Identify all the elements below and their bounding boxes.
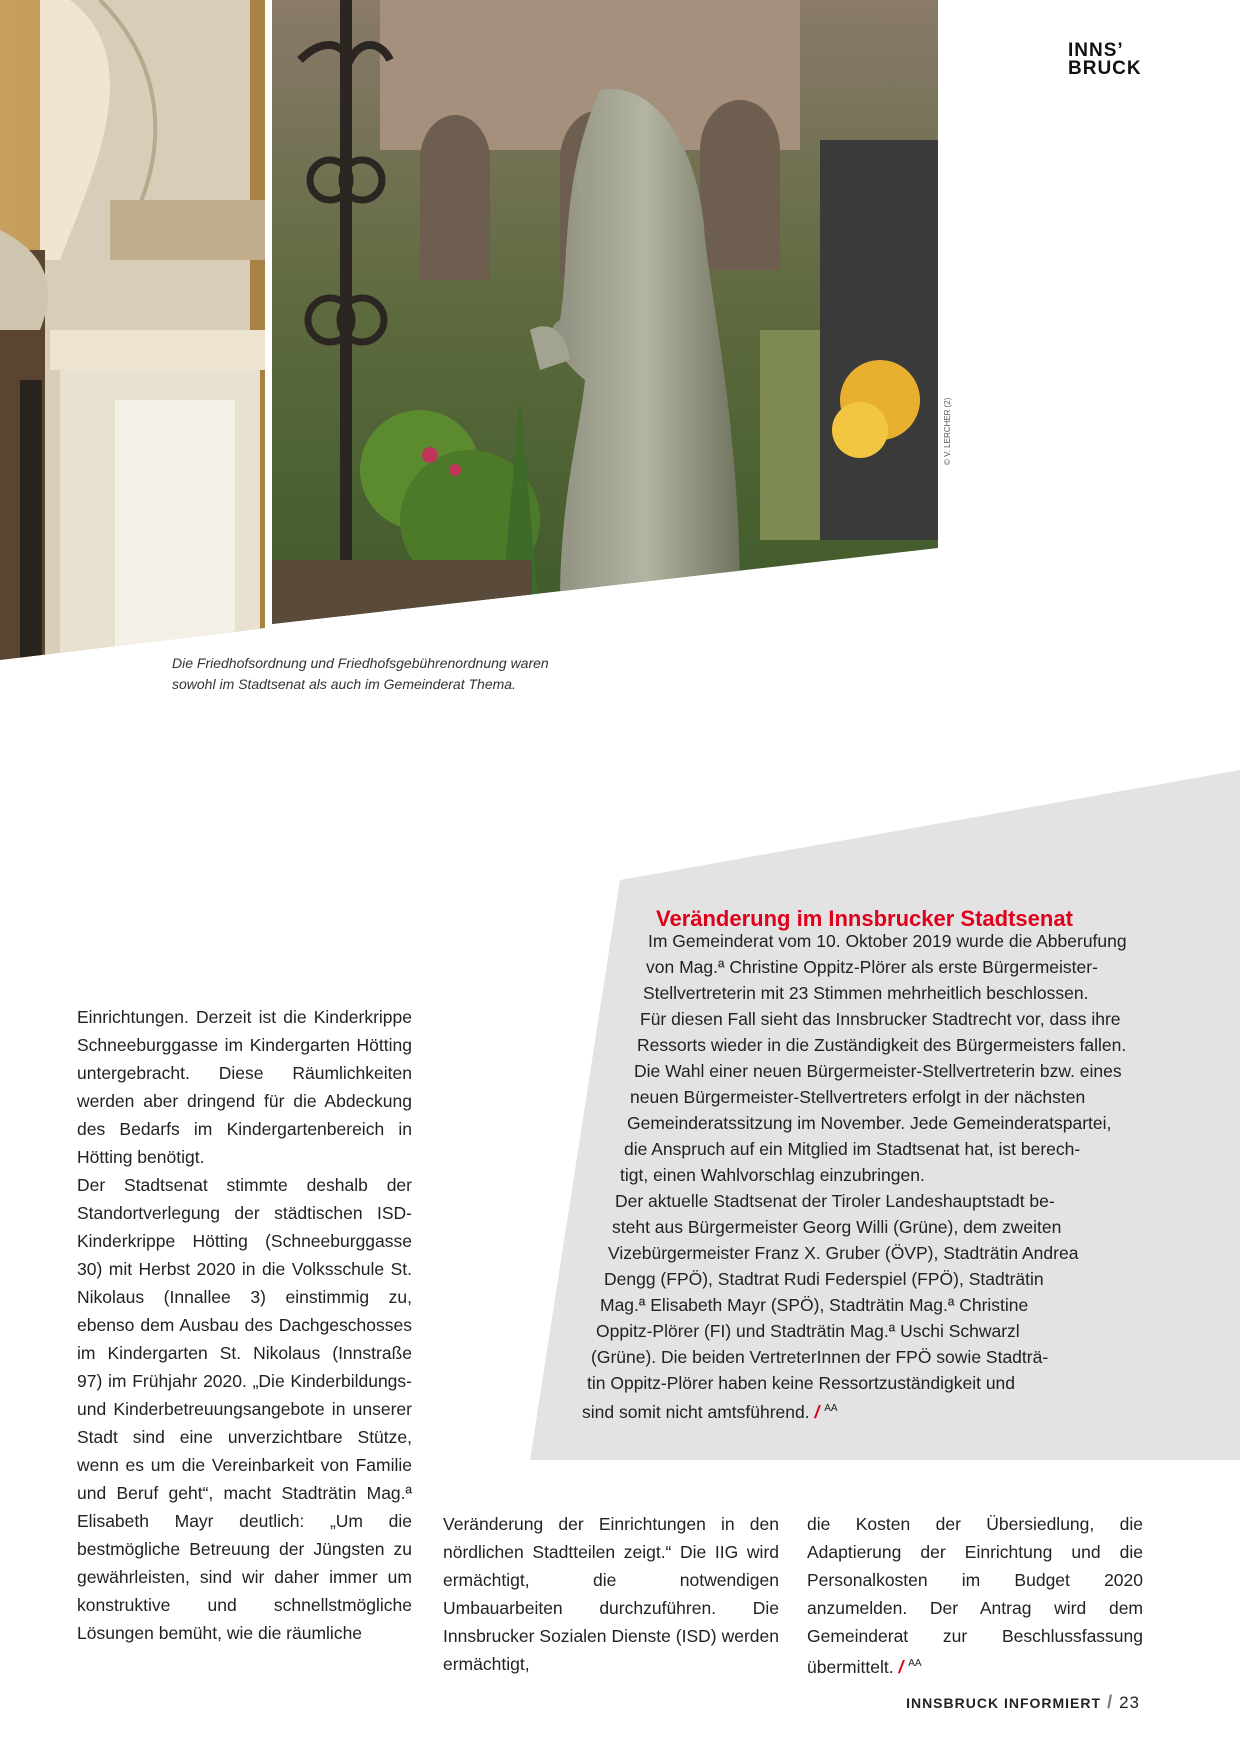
author-initials: AA <box>824 1403 838 1414</box>
info-box-line: Die Wahl einer neuen Bürgermeister-Stellvertreterin bzw. eines <box>634 1061 1122 1081</box>
logo-line-2: BRUCK <box>1068 58 1142 79</box>
info-box-line: neuen Bürgermeister-Stellvertreters erfolgt in der nächsten <box>630 1087 1086 1107</box>
body-column-3 <box>807 1510 1143 1681</box>
info-box-line: Dengg (FPÖ), Stadtrat Rudi Federspiel (FPÖ), Stadträtin <box>604 1269 1044 1289</box>
info-box-line: Oppitz-Plörer (FI) und Stadträtin Mag.ª Uschi Schwarzl <box>596 1321 1020 1341</box>
footer-separator: / <box>1107 1692 1114 1712</box>
end-mark-icon: / <box>814 1401 820 1422</box>
innsbruck-logo <box>1068 42 1142 78</box>
info-box-line: (Grüne). Die beiden VertreterInnen der FPÖ sowie Stadträ- <box>591 1347 1049 1367</box>
info-box-line: tin Oppitz-Plörer haben keine Ressortzuständigkeit und <box>587 1373 1016 1393</box>
body-paragraph <box>807 1510 1143 1681</box>
publication-name: INNSBRUCK INFORMIERT <box>906 1695 1102 1711</box>
body-column-1 <box>77 1003 412 1647</box>
body-paragraph: Veränderung der Einrichtungen in den nördlichen Stadtteilen zeigt.“ Die IIG wird ermächtigt, die notwendigen Umbauarbeiten durchzuführen. Die Innsbrucker Sozialen Dienste (ISD) werden ermächtigt, <box>443 1514 779 1674</box>
body-paragraph: Einrichtungen. Derzeit ist die Kinderkrippe Schneeburggasse im Kindergarten Hötting untergebracht. Diese Räumlichkeiten werden aber dringend für die Abdeckung des Bedarfs im Kindergartenbereich in Hötting benötigt. <box>77 1007 412 1167</box>
caption-line-1: Die Friedhofsordnung und Friedhofsgebührenordnung waren <box>172 655 549 671</box>
tomb-photo <box>0 0 265 670</box>
page-footer <box>906 1692 1140 1713</box>
page-number: 23 <box>1119 1693 1140 1712</box>
photo-caption <box>172 653 612 695</box>
info-box-title: Veränderung im Innsbrucker Stadtsenat <box>656 906 1073 931</box>
caption-line-2: sowohl im Stadtsenat als auch im Gemeinderat Thema. <box>172 676 516 692</box>
cemetery-photo-collage <box>0 0 940 670</box>
author-initials: AA <box>908 1658 922 1669</box>
body-column-2 <box>443 1510 779 1678</box>
info-box-line: Ressorts wieder in die Zuständigkeit des Bürgermeisters fallen. <box>637 1035 1127 1055</box>
info-box-line: Gemeinderatssitzung im November. Jede Gemeinderatspartei, <box>627 1113 1112 1133</box>
info-box-line <box>582 1396 838 1425</box>
info-box-line: von Mag.ª Christine Oppitz-Plörer als erste Bürgermeister- <box>646 957 1098 977</box>
info-box-line: steht aus Bürgermeister Georg Willi (Grüne), dem zweiten <box>612 1217 1062 1237</box>
end-mark-icon: / <box>898 1656 904 1677</box>
body-text: die Kosten der Übersiedlung, die Adaptierung der Einrichtung und die Personalkosten im Budget 2020 anzumelden. Der Antrag wird dem Gemeinderat zur Beschlussfassung übermittelt. <box>807 1514 1143 1677</box>
logo-line-1: INNS’ <box>1068 40 1124 61</box>
statue-photo <box>272 0 938 624</box>
info-box-line: Im Gemeinderat vom 10. Oktober 2019 wurde die Abberufung <box>648 931 1127 951</box>
info-box-line: tigt, einen Wahlvorschlag einzubringen. <box>620 1165 925 1185</box>
info-box-line: Stellvertreterin mit 23 Stimmen mehrheitlich beschlossen. <box>643 983 1089 1003</box>
info-box-line: Der aktuelle Stadtsenat der Tiroler Landeshauptstadt be- <box>615 1191 1055 1211</box>
info-box-line: Für diesen Fall sieht das Innsbrucker Stadtrecht vor, dass ihre <box>640 1009 1121 1029</box>
info-box-line: die Anspruch auf ein Mitglied im Stadtsenat hat, ist berech- <box>624 1139 1081 1159</box>
body-paragraph: Der Stadtsenat stimmte deshalb der Standortverlegung der städtischen ISD-Kinderkrippe Hötting (Schneeburggasse 30) mit Herbst 2020 in die Volksschule St. Nikolaus (Innallee 3) einstimmig zu, ebenso dem Ausbau des Dachgeschosses im Kindergarten St. Nikolaus (Innstraße 97) im Frühjahr 2020. „Die Kinderbildungs- und Kinderbetreuungsangebote in unserer Stadt sind eine unverzichtbare Stütze, wenn es um die Vereinbarkeit von Familie und Beruf geht“, macht Stadträtin Mag.ª Elisabeth Mayr deutlich: „Um die bestmögliche Betreuung der Jüngsten zu gewährleisten, sind wir daher immer um konstruktive und schnellstmögliche Lösungen bemüht, wie die räumliche <box>77 1175 412 1643</box>
info-box-line: Vizebürgermeister Franz X. Gruber (ÖVP), Stadträtin Andrea <box>608 1243 1079 1263</box>
info-box-line: Mag.ª Elisabeth Mayr (SPÖ), Stadträtin Mag.ª Christine <box>600 1295 1029 1315</box>
photo-credit: © V. LERCHER (2) <box>943 397 952 465</box>
info-box-last-line-text: sind somit nicht amtsführend. <box>582 1401 810 1422</box>
